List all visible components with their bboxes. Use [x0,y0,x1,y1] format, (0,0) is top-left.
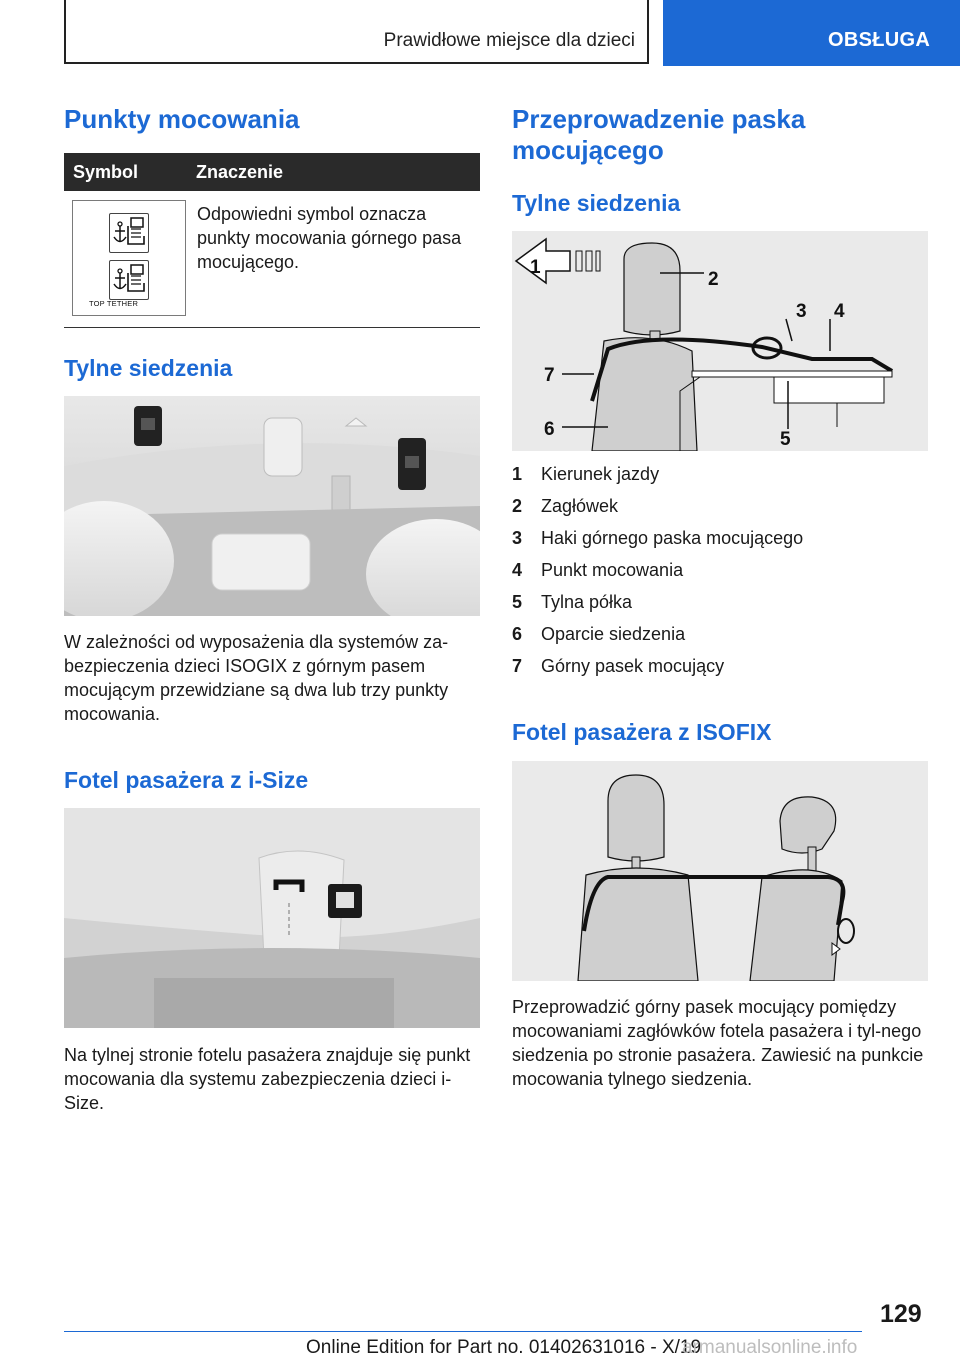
rear-seats-heading: Tylne siedzenia [64,355,233,381]
legend-item [512,560,932,592]
legend-item [512,624,932,656]
legend-item [512,656,932,688]
legend-item [512,496,932,528]
rear-seats-text: W zależności od wyposażenia dla systemów za-bezpieczenia dzieci ISOGIX z górnym pasem mocującym przewidziane są dwa lub trzy punkty mocowania. [64,632,449,724]
footer-watermark: armanualsonline.info [682,1337,858,1358]
legend-num: 5 [512,592,523,612]
callout-2: 2 [708,269,719,290]
page-number: 129 [880,1300,922,1328]
callout-5: 5 [780,429,791,450]
legend-num: 4 [512,560,523,580]
legend-num: 1 [512,464,523,484]
legend-text: Punkt mocowania [541,560,684,580]
diagram-legend [512,464,932,688]
isize-seat-photo [64,808,480,1028]
legend-text: Górny pasek mocujący [541,656,725,676]
right-page-title: Przeprowadzenie paska mocującego [512,104,806,165]
header-section-title: Prawidłowe miejsce dla dzieci [383,30,635,51]
legend-item [512,592,932,624]
footer-rule [64,1331,862,1332]
col-meaning-header: Znaczenie [196,162,284,182]
top-tether-icon [109,260,149,300]
legend-num: 7 [512,656,523,676]
symbol-cell [72,200,186,316]
isofix-routing-diagram [512,761,928,981]
rear-shelf-photo [64,396,480,616]
rear-seats-heading-right: Tylne siedzenia [512,190,681,216]
header-chapter-label: OBSŁUGA [828,29,931,51]
legend-text: Zagłówek [541,496,619,516]
legend-text: Kierunek jazdy [541,464,660,484]
legend-text: Oparcie siedzenia [541,624,686,644]
header-section-box [64,0,649,64]
callout-6: 6 [544,419,555,440]
legend-text: Tylna półka [541,592,633,612]
legend-text: Haki górnego paska mocującego [541,528,804,548]
isofix-heading: Fotel pasażera z ISOFIX [512,719,772,745]
legend-num: 6 [512,624,523,644]
table-divider [64,327,480,328]
symbol-table-header [64,153,480,191]
legend-item [512,528,932,560]
footer-edition: Online Edition for Part no. 01402631016 - X/19 [306,1337,702,1358]
col-symbol-header: Symbol [73,162,139,182]
legend-item [512,464,932,496]
child-seat-anchor-icon [109,213,149,253]
symbol-meaning-text: Odpowiedni symbol oznacza punkty mocowania górnego pasa mocującego. [197,204,462,272]
callout-3: 3 [796,301,807,322]
isize-text: Na tylnej stronie fotelu pasażera znajduje się punkt mocowania dla systemu zabezpieczenia dzieci i-Size. [64,1045,471,1113]
callout-1: 1 [530,257,541,278]
top-tether-caption: TOP TETHER [89,299,139,308]
callout-4: 4 [834,301,845,322]
legend-num: 2 [512,496,523,516]
left-page-title: Punkty mocowania [64,104,300,134]
header-chapter-tab[interactable] [663,0,960,66]
legend-num: 3 [512,528,523,548]
isofix-text: Przeprowadzić górny pasek mocujący pomiędzy mocowaniami zagłówków fotela pasażera i tyl-nego siedzenia po stronie pasażera. Zawiesić na punkcie mocowania tylnego siedzenia. [512,997,924,1089]
callout-7: 7 [544,365,555,386]
tether-routing-diagram [512,231,928,451]
isize-heading: Fotel pasażera z i-Size [64,767,309,793]
